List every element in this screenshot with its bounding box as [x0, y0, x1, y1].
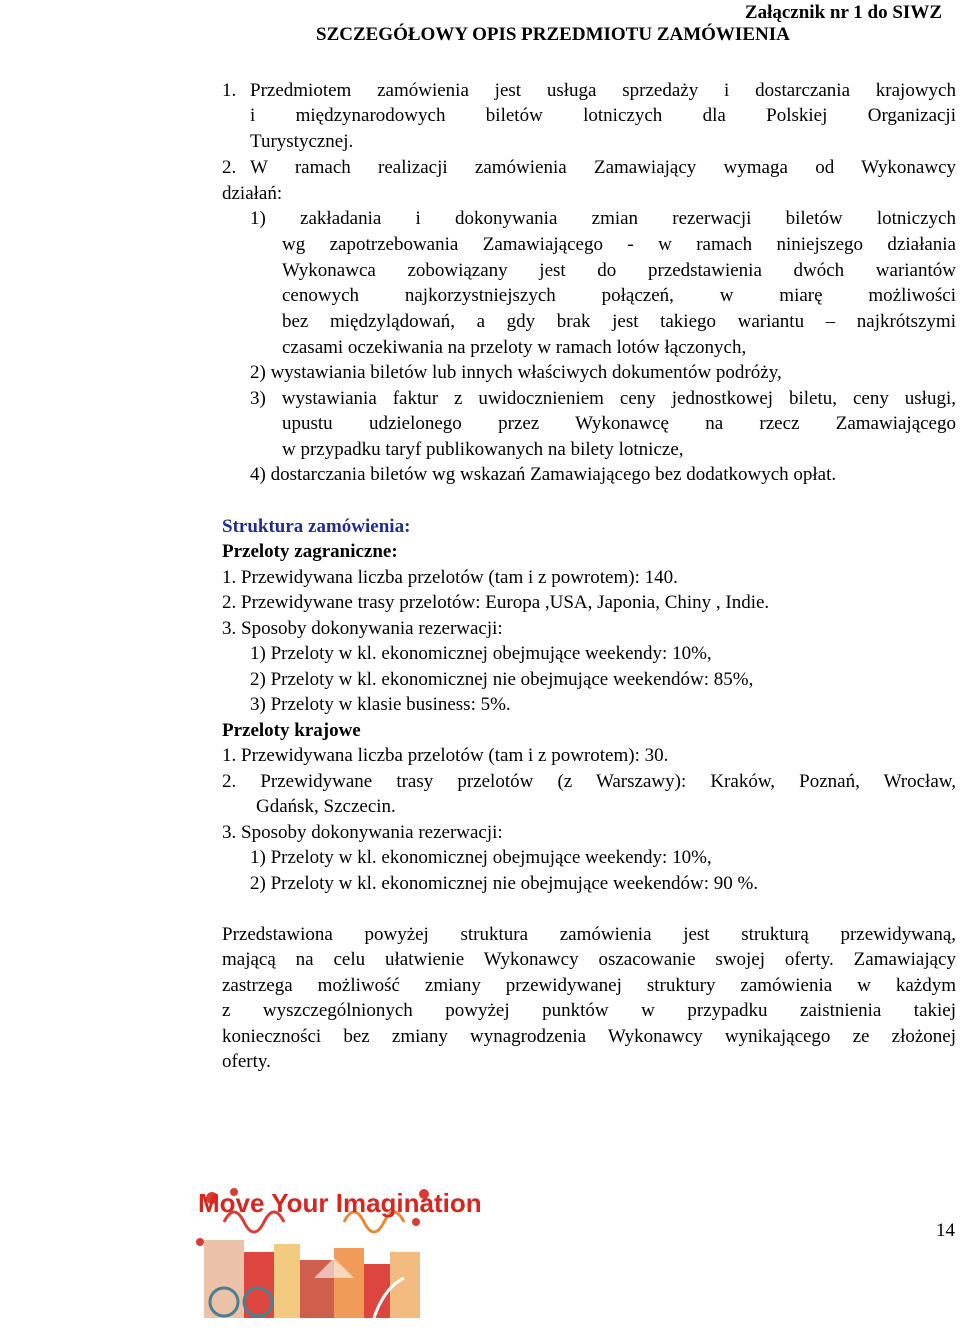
subitem-1-line-3: Wykonawca zobowiązany jest do przedstawienia dwóch wariantów [282, 260, 956, 281]
domestic-way-2: 2) Przeloty w kl. ekonomicznej nie obejmujące weekendów: 90 %. [250, 873, 759, 894]
subitem-3-line-3: w przypadku taryf publikowanych na bilety lotnicze, [282, 439, 684, 460]
item-2-line-2: działań: [222, 183, 283, 204]
subitem-1-line-1: 1) zakładania i dokonywania zmian rezerwacji biletów lotniczych [250, 208, 956, 229]
foreign-way-3: 3) Przeloty w klasie business: 5%. [250, 694, 511, 715]
closing-line-3: zastrzega możliwość zmiany przewidywanej struktury zamówienia w każdym [222, 975, 956, 996]
domestic-item-1: 1. Przewidywana liczba przelotów (tam i z powrotem): 30. [222, 745, 669, 766]
subitem-4: 4) dostarczania biletów wg wskazań Zamawiającego bez dodatkowych opłat. [250, 464, 837, 485]
structure-heading: Struktura zamówienia: [222, 516, 411, 537]
closing-line-6: oferty. [222, 1051, 271, 1072]
foreign-way-2: 2) Przeloty w kl. ekonomicznej nie obejmujące weekendów: 85%, [250, 669, 754, 690]
closing-line-4: z wyszczególnionych powyżej punktów w przypadku zaistnienia takiej [222, 1000, 956, 1021]
subitem-2: 2) wystawiania biletów lub innych właściwych dokumentów podróży, [250, 362, 782, 383]
closing-line-5: konieczności bez zmiany wynagrodzenia Wykonawcy wynikającego ze złożonej [222, 1026, 956, 1047]
item-2-line-1: W ramach realizacji zamówienia Zamawiający wymaga od Wykonawcy [250, 157, 956, 178]
domestic-item-2-line-2: Gdańsk, Szczecin. [256, 796, 396, 817]
move-your-imagination-logo [194, 1182, 482, 1322]
subitem-1-line-4: cenowych najkorzystniejszych połączeń, w miarę możliwości [282, 285, 956, 306]
foreign-item-3: 3. Sposoby dokonywania rezerwacji: [222, 618, 503, 639]
foreign-way-1: 1) Przeloty w kl. ekonomicznej obejmujące weekendy: 10%, [250, 643, 712, 664]
domestic-way-1: 1) Przeloty w kl. ekonomicznej obejmujące weekendy: 10%, [250, 847, 712, 868]
page-number: 14 [936, 1220, 955, 1241]
foreign-item-1: 1. Przewidywana liczba przelotów (tam i z powrotem): 140. [222, 567, 678, 588]
attachment-label: Załącznik nr 1 do SIWZ [744, 2, 942, 23]
subitem-1-line-6: czasami oczekiwania na przeloty w ramach lotów łączonych, [282, 337, 747, 358]
subitem-3-line-2: upustu udzielonego przez Wykonawcę na rzecz Zamawiającego [282, 413, 956, 434]
domestic-item-2-line-1: 2. Przewidywane trasy przelotów (z Warszawy): Kraków, Poznań, Wrocław, [222, 771, 956, 792]
item-1-number: 1. [222, 80, 237, 101]
subitem-3-line-1: 3) wystawiania faktur z uwidocznieniem ceny jednostkowej biletu, ceny usługi, [250, 388, 956, 409]
foreign-item-2: 2. Przewidywane trasy przelotów: Europa ,USA, Japonia, Chiny , Indie. [222, 592, 770, 613]
item-2-number: 2. [222, 157, 237, 178]
closing-line-2: mającą na celu ułatwienie Wykonawcy oszacowanie swojej oferty. Zamawiający [222, 949, 956, 970]
item-1-line-2: i międzynarodowych biletów lotniczych dla Polskiej Organizacji [250, 105, 956, 126]
domestic-item-3: 3. Sposoby dokonywania rezerwacji: [222, 822, 503, 843]
domestic-flights-heading: Przeloty krajowe [222, 720, 361, 741]
document-title: SZCZEGÓŁOWY OPIS PRZEDMIOTU ZAMÓWIENIA [316, 24, 790, 45]
item-1-line-3: Turystycznej. [250, 131, 354, 152]
subitem-1-line-2: wg zapotrzebowania Zamawiającego - w ramach niniejszego działania [282, 234, 956, 255]
logo-text: Move Your Imagination [198, 1188, 482, 1218]
item-1-line-1: Przedmiotem zamówienia jest usługa sprzedaży i dostarczania krajowych [250, 80, 956, 101]
logo-graphic [194, 1182, 482, 1322]
subitem-1-line-5: bez międzylądowań, a gdy brak jest takiego wariantu – najkrótszymi [282, 311, 956, 332]
closing-line-1: Przedstawiona powyżej struktura zamówienia jest strukturą przewidywaną, [222, 924, 956, 945]
foreign-flights-heading: Przeloty zagraniczne: [222, 541, 398, 562]
